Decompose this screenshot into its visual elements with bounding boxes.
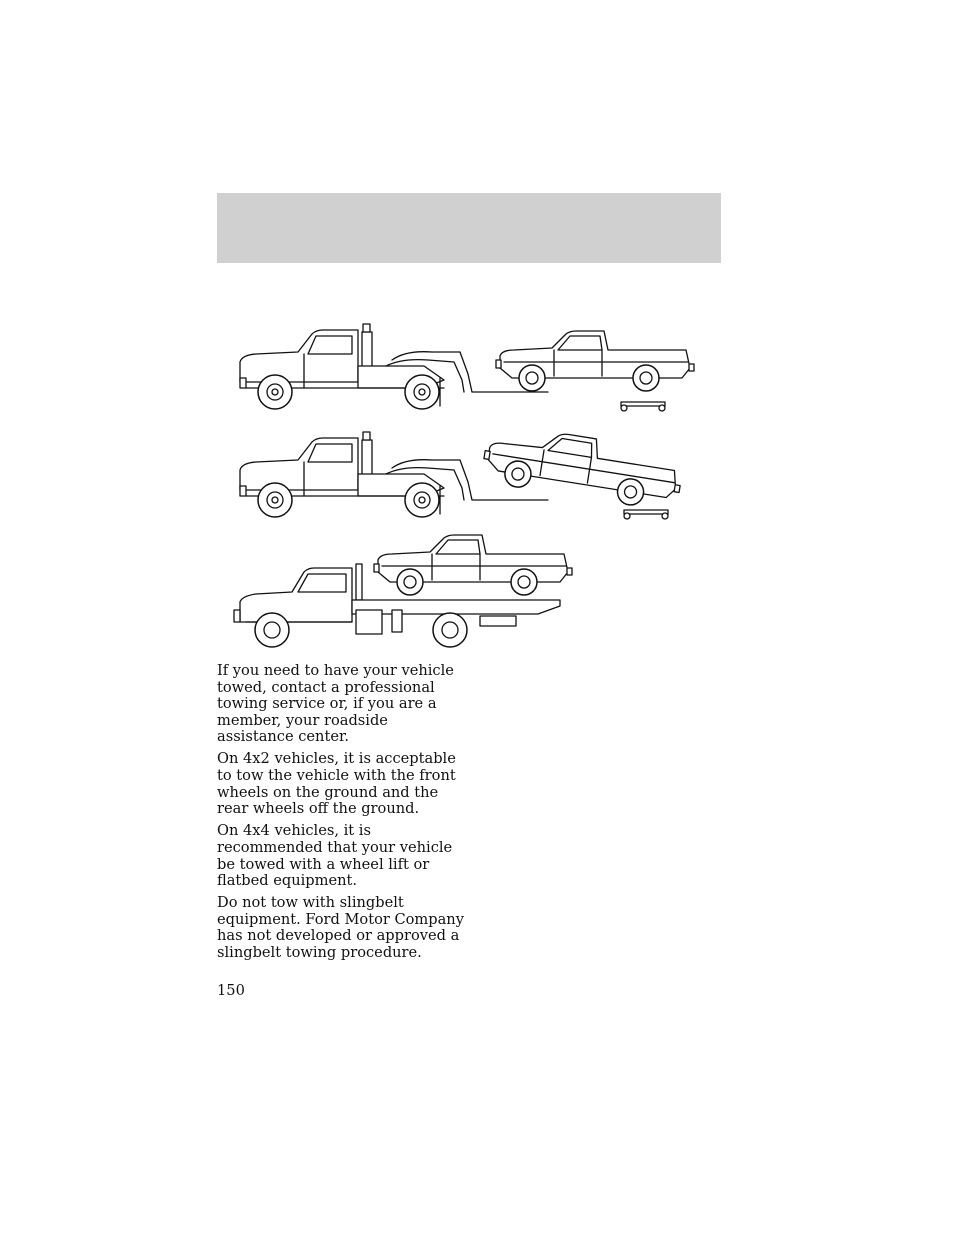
towing-illustrations xyxy=(228,318,698,654)
flatbed-tow-truck-with-pickup-icon xyxy=(234,535,572,647)
paragraph-towing-service: If you need to have your vehicle towed, contact a professional towing service or, if you are a member, your roadside assistance center. xyxy=(217,662,454,746)
body-text xyxy=(217,663,467,967)
wheel-lift-tow-truck-with-pickup-nose-down-icon xyxy=(240,422,685,519)
paragraph-4x2-towing: On 4x2 vehicles, it is acceptable to tow the vehicle with the front wheels on the ground and the rear wheels off the ground. xyxy=(217,750,456,818)
wheel-lift-tow-truck-with-pickup-on-dollies-icon xyxy=(240,324,694,411)
page-number: 150 xyxy=(217,982,245,999)
paragraph-4x4-towing: On 4x4 vehicles, it is recommended that your vehicle be towed with a wheel lift or flatbed equipment. xyxy=(217,822,453,890)
paragraph-slingbelt-warning: Do not tow with slingbelt equipment. Ford Motor Company has not developed or approved a slingbelt towing procedure. xyxy=(217,894,464,961)
section-header-band xyxy=(217,193,721,263)
